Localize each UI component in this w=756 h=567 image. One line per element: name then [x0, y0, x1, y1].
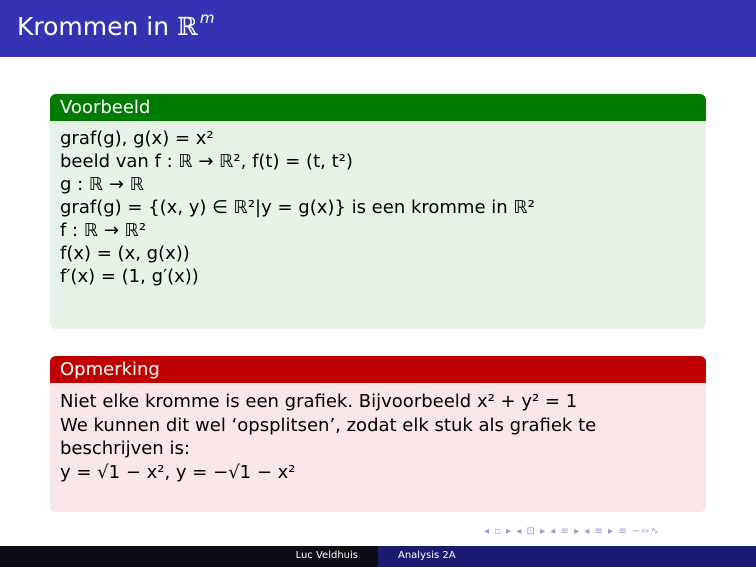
- remark-block: [50, 356, 706, 512]
- remark-line: We kunnen dit wel ‘opsplitsen’, zodat elk stuk als grafiek te: [60, 414, 597, 436]
- footer-author: Luc Veldhuis: [295, 550, 358, 561]
- example-line: f′(x) = (1, g′(x)): [60, 266, 199, 287]
- example-block: [50, 94, 706, 329]
- title-exponent: m: [199, 9, 215, 27]
- remark-heading: Opmerking: [50, 356, 706, 383]
- remark-line: beschrijven is:: [60, 438, 190, 459]
- example-line: f : ℝ → ℝ²: [60, 220, 147, 241]
- example-line: beeld van f : ℝ → ℝ², f(t) = (t, t²): [60, 151, 353, 172]
- remark-body: [50, 383, 706, 512]
- footer: [0, 546, 756, 567]
- example-line: f(x) = (x, g(x)): [60, 243, 190, 264]
- example-heading: Voorbeeld: [50, 94, 706, 121]
- remark-line: y = √1 − x², y = −√1 − x²: [60, 461, 296, 483]
- example-line: graf(g), g(x) = x²: [60, 128, 214, 149]
- title-bar: [0, 0, 756, 57]
- navigation-controls[interactable]: ◂ ▫ ▸ ◂ ⊡ ▸ ◂ ≡ ▸ ◂ ≡ ▸ ≡ ∽∾∿: [484, 526, 660, 537]
- remark-line: Niet elke kromme is een grafiek. Bijvoorbeeld x² + y² = 1: [60, 391, 578, 412]
- footer-author-panel: [0, 546, 378, 567]
- footer-course: Analysis 2A: [398, 550, 456, 561]
- slide-title: Krommen in ℝ $^m$: [17, 9, 215, 41]
- example-body: [50, 121, 706, 329]
- example-line: g : ℝ → ℝ: [60, 174, 144, 195]
- title-set-symbol: ℝ: [177, 12, 198, 41]
- footer-course-panel: [378, 546, 756, 567]
- example-line: graf(g) = {(x, y) ∈ ℝ²|y = g(x)} is een kromme in ℝ²: [60, 197, 535, 218]
